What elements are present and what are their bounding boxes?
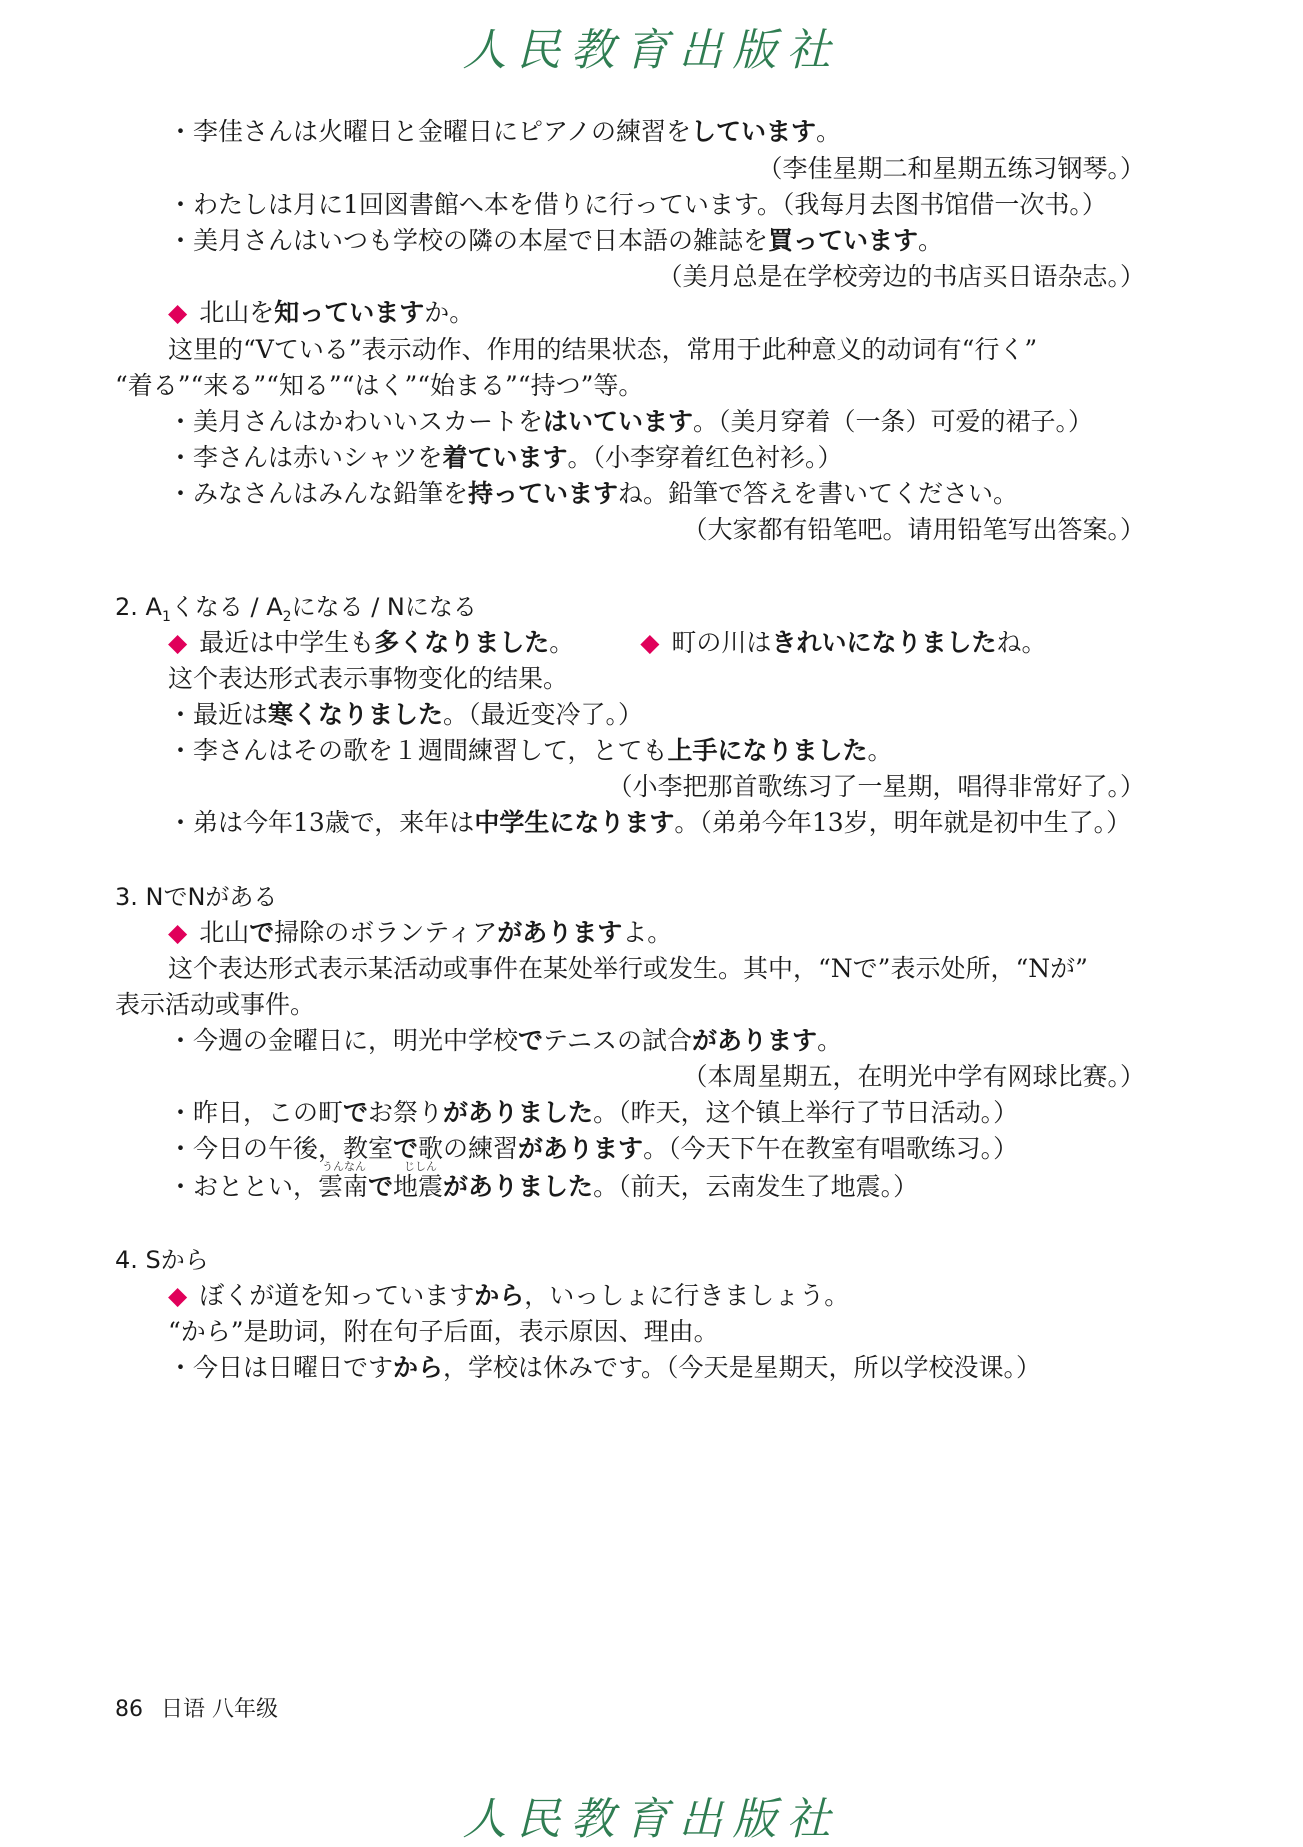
book-title: 日语 八年级 bbox=[161, 1697, 278, 1722]
key-sentence: ◆ 北山を知っていますか。 bbox=[168, 298, 475, 327]
explanation-line: 这个表达形式表示事物变化的结果。 bbox=[168, 664, 569, 693]
example-line: ・わたしは月に1回図書館へ本を借りに行っています。（我每月去图书馆借一次书。） bbox=[168, 190, 1107, 219]
key-sentence: ◆ 北山で掃除のボランティアがありますよ。 bbox=[168, 918, 673, 947]
key-sentence: ◆ 最近は中学生も多くなりました。 ◆ 町の川はきれいになりましたね。 bbox=[168, 628, 1047, 657]
publisher-logo-top: 人民教育出版社 bbox=[462, 25, 841, 76]
example-line: ・李佳さんは火曜日と金曜日にピアノの練習をしています。 bbox=[168, 117, 842, 146]
example-line: ・今日は日曜日ですから，学校は休みです。（今天是星期天，所以学校没课。） bbox=[168, 1353, 1042, 1382]
example-line: ・李さんは赤いシャツを着ています。（小李穿着红色衬衫。） bbox=[168, 443, 843, 472]
diamond-icon: ◆ bbox=[168, 918, 188, 947]
explanation-line: 表示活动或事件。 bbox=[115, 990, 316, 1019]
page-number: 86 bbox=[115, 1697, 143, 1722]
explanation-line: “着る”“来る”“知る”“はく”“始まる”“持つ”等。 bbox=[115, 371, 644, 400]
furigana-jishin: じしん bbox=[404, 1160, 437, 1173]
example-line: ・美月さんはいつも学校の隣の本屋で日本語の雑誌を買っています。 bbox=[168, 226, 944, 255]
section-heading-3: 3. NでNがある bbox=[115, 883, 278, 911]
example-line: ・李さんはその歌を１週間練習して，とても上手になりました。 bbox=[168, 736, 893, 765]
example-line: ・みなさんはみんな鉛筆を持っていますね。鉛筆で答えを書いてください。 bbox=[168, 479, 1019, 508]
example-line: ・昨日，この町でお祭りがありました。（昨天，这个镇上举行了节日活动。） bbox=[168, 1098, 1019, 1127]
explanation-line: 这个表达形式表示某活动或事件在某处举行或发生。其中，“Nで”表示处所，“Nが” bbox=[168, 954, 1088, 983]
example-line: ・美月さんはかわいいスカートをはいています。（美月穿着（一条）可爱的裙子。） bbox=[168, 407, 1094, 436]
translation-line: （李佳星期二和星期五练习钢琴。） bbox=[757, 154, 1145, 183]
explanation-line: 这里的“Vている”表示动作、作用的结果状态，常用于此种意义的动词有“行く” bbox=[168, 335, 1038, 364]
explanation-line: “から”是助词，附在句子后面，表示原因、理由。 bbox=[168, 1317, 719, 1346]
diamond-icon: ◆ bbox=[168, 298, 188, 327]
furigana-yunnan: うんなん bbox=[322, 1160, 366, 1173]
translation-line: （小李把那首歌练习了一星期，唱得非常好了。） bbox=[607, 772, 1145, 801]
diamond-icon: ◆ bbox=[168, 628, 188, 657]
section-heading-2: 2. $A_1$くなる / $A_2$になる / Nになる bbox=[115, 593, 477, 625]
diamond-icon: ◆ bbox=[168, 1281, 188, 1310]
translation-line: （大家都有铅笔吧。请用铅笔写出答案。） bbox=[682, 515, 1145, 544]
publisher-logo-bottom: 人民教育出版社 bbox=[462, 1794, 841, 1845]
translation-line: （美月总是在学校旁边的书店买日语杂志。） bbox=[657, 262, 1145, 291]
page-footer bbox=[115, 1692, 278, 1723]
example-line: ・弟は今年13歳で，来年は中学生になります。（弟弟今年13岁，明年就是初中生了。） bbox=[168, 808, 1132, 837]
diamond-icon: ◆ bbox=[640, 628, 660, 657]
example-line: ・今週の金曜日に，明光中学校でテニスの試合があります。 bbox=[168, 1026, 843, 1055]
translation-line: （本周星期五，在明光中学有网球比赛。） bbox=[682, 1062, 1145, 1091]
example-line: ・最近は寒くなりました。（最近变冷了。） bbox=[168, 700, 644, 729]
example-line: ・おととい，雲南で地震がありました。（前天，云南发生了地震。） bbox=[168, 1172, 919, 1201]
section-heading-4: 4. Sから bbox=[115, 1246, 209, 1274]
example-line: ・今日の午後，教室で歌の練習があります。（今天下午在教室有唱歌练习。） bbox=[168, 1134, 1019, 1163]
key-sentence: ◆ ぼくが道を知っていますから，いっしょに行きましょう。 bbox=[168, 1281, 850, 1310]
